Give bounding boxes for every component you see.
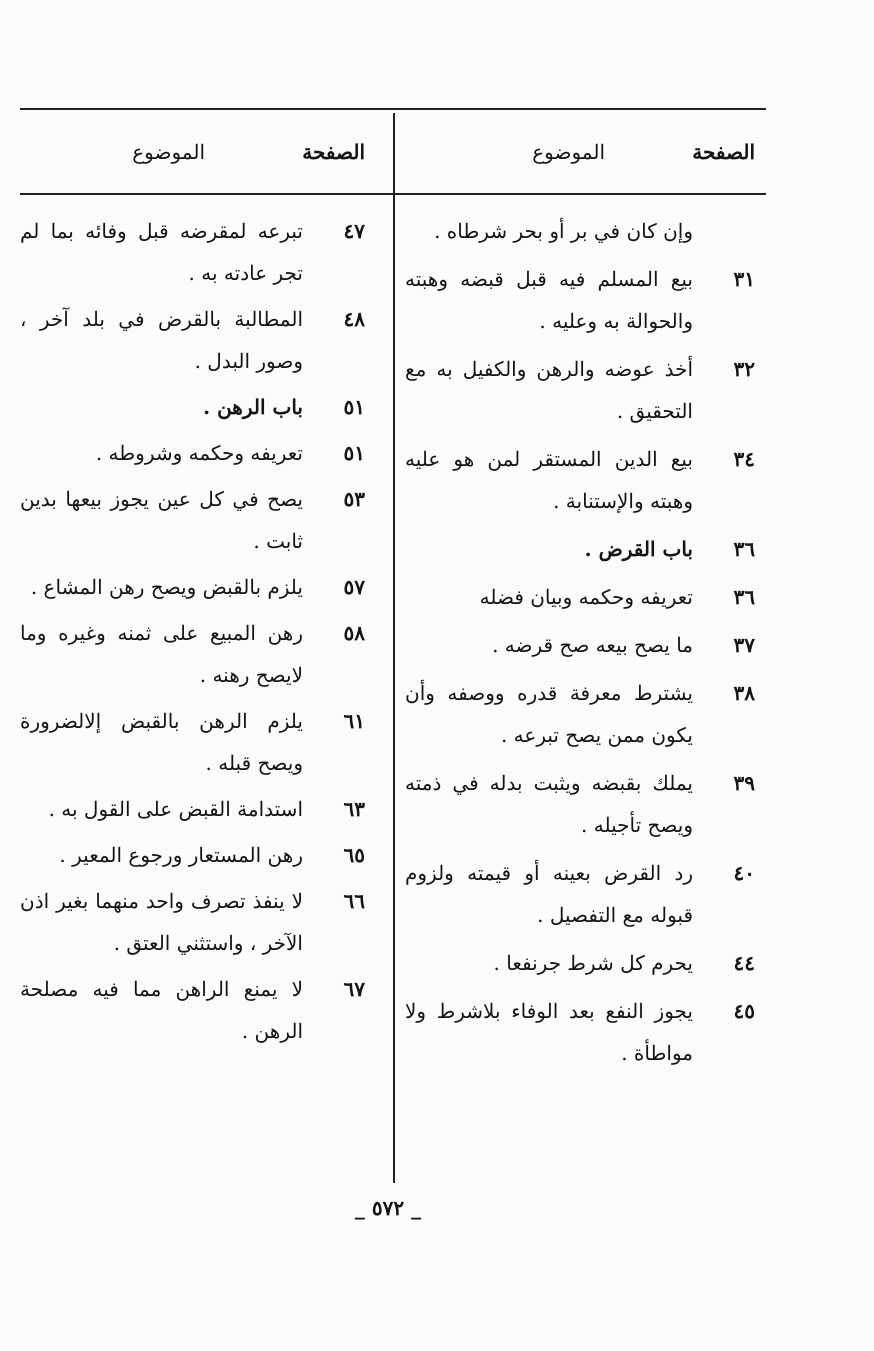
entry-page-number: ٣٩ [733, 771, 755, 795]
index-entry [405, 576, 755, 618]
entry-topic: تعريفه وحكمه وشروطه . [95, 441, 303, 465]
entry-page-number: ٥٨ [343, 621, 365, 645]
entry-page-number: ٤٨ [343, 307, 365, 331]
entry-topic: يلزم الرهن بالقبض إلالضرورة ويصح قبله . [20, 709, 303, 775]
entry-topic: أخذ عوضه والرهن والكفيل به مع التحقيق . [405, 357, 693, 423]
entry-topic: لا يمنع الراهن مما فيه مصلحة الرهن . [20, 977, 303, 1043]
entry-topic: استدامة القبض على القول به . [48, 797, 303, 821]
index-entry [405, 672, 755, 756]
index-entry [20, 880, 365, 964]
index-entry [405, 438, 755, 522]
entry-page-number: ٣٨ [733, 681, 755, 705]
entry-page-number: ٦٣ [343, 797, 365, 821]
entry-page-number: ٦١ [343, 709, 365, 733]
index-entry [405, 210, 755, 252]
entry-page-number: ٤٥ [733, 999, 755, 1023]
entry-topic: يحرم كل شرط جرنفعا . [493, 951, 693, 975]
entry-page-number: ٥١ [343, 441, 365, 465]
entry-topic: بيع المسلم فيه قبل قبضه وهبته والحوالة به وعليه . [405, 267, 693, 333]
entry-topic: لا ينفذ تصرف واحد منهما بغير اذن الآخر ، واستثني العتق . [20, 889, 303, 955]
entry-topic: رهن المستعار ورجوع المعير . [59, 843, 303, 867]
entry-page-number: ٣٧ [733, 633, 755, 657]
index-entry [405, 348, 755, 432]
entry-page-number: ٣٢ [733, 357, 755, 381]
entry-page-number: ٤٠ [733, 861, 755, 885]
chapter-title: باب الرهن . [203, 395, 303, 419]
chapter-heading-entry [20, 386, 365, 428]
entry-page-number: ٦٥ [343, 843, 365, 867]
index-entry [405, 624, 755, 666]
column-divider [393, 113, 395, 1183]
index-entry [20, 210, 365, 294]
entry-topic: ما يصح بيعه صح قرضه . [492, 633, 693, 657]
chapter-title: باب القرض . [584, 537, 693, 561]
index-entry [405, 942, 755, 984]
entry-page-number: ٤٤ [733, 951, 755, 975]
entry-topic: يشترط معرفة قدره ووصفه وأن يكون ممن يصح تبرعه . [405, 681, 693, 747]
topic-column-label: الموضوع [532, 140, 605, 164]
page-number: _ ٥٧٢ _ [354, 1196, 422, 1220]
entry-topic: وإن كان في بر أو بحر شرطاه . [434, 219, 693, 243]
entry-page-number: ٥١ [343, 395, 365, 419]
page-column-label: الصفحة [302, 140, 365, 164]
topic-column-label: الموضوع [132, 140, 205, 164]
index-entry [405, 762, 755, 846]
entry-topic: رهن المبيع على ثمنه وغيره وما لايصح رهنه . [20, 621, 303, 687]
index-entry [20, 968, 365, 1052]
entry-topic: يملك بقبضه ويثبت بدله في ذمته ويصح تأجيله . [405, 771, 693, 837]
entry-topic: تعريفه وحكمه وبيان فضله [479, 585, 693, 609]
entry-page-number: ٥٧ [343, 575, 365, 599]
index-entry [20, 788, 365, 830]
left-column-header [20, 130, 365, 180]
index-entry [405, 258, 755, 342]
index-entry [405, 990, 755, 1074]
entry-topic: يلزم بالقبض ويصح رهن المشاع . [30, 575, 303, 599]
entry-page-number: ٣٦ [733, 537, 755, 561]
entry-page-number: ٦٧ [343, 977, 365, 1001]
entry-page-number: ٣٦ [733, 585, 755, 609]
entry-page-number: ٣٤ [733, 447, 755, 471]
right-column-header [405, 130, 755, 180]
left-index-column [20, 210, 365, 1056]
index-entry [405, 852, 755, 936]
page-column-label: الصفحة [692, 140, 755, 164]
entry-topic: بيع الدين المستقر لمن هو عليه وهبته والإستنابة . [405, 447, 693, 513]
entry-topic: المطالبة بالقرض في بلد آخر ، وصور البدل . [20, 307, 303, 373]
top-rule [20, 108, 766, 110]
index-entry [20, 432, 365, 474]
right-index-column [405, 210, 755, 1080]
entry-page-number: ٦٦ [343, 889, 365, 913]
index-entry [20, 834, 365, 876]
entry-topic: يجوز النفع بعد الوفاء بلاشرط ولا مواطأة . [405, 999, 693, 1065]
chapter-heading-entry [405, 528, 755, 570]
entry-topic: رد القرض بعينه أو قيمته ولزوم قبوله مع التفصيل . [405, 861, 693, 927]
index-entry [20, 478, 365, 562]
entry-page-number: ٥٣ [343, 487, 365, 511]
index-entry [20, 566, 365, 608]
entry-topic: يصح في كل عين يجوز بيعها بدين ثابت . [20, 487, 303, 553]
index-entry [20, 700, 365, 784]
index-entry [20, 612, 365, 696]
entry-topic: تبرعه لمقرضه قبل وفائه بما لم تجر عادته به . [20, 219, 303, 285]
index-entry [20, 298, 365, 382]
entry-page-number: ٣١ [733, 267, 755, 291]
entry-page-number: ٤٧ [343, 219, 365, 243]
